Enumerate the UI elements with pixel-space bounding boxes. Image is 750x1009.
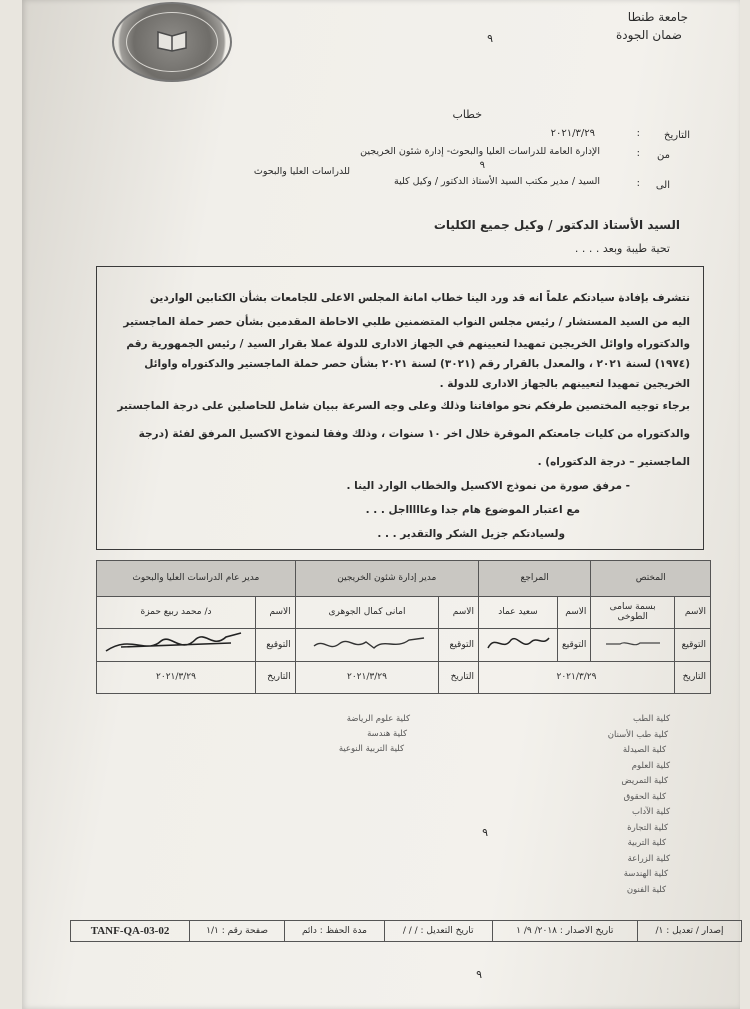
date-value: ٢٠٢١/٣/٢٩	[550, 128, 595, 139]
closing: ولسيادتكم جزيل الشكر والتقدير . . .	[377, 528, 565, 540]
sign-label: التوقيع	[674, 629, 710, 661]
from-value: الإدارة العامة للدراسات العليا والبحوث- إدارة شئون الخريجين	[360, 146, 600, 157]
role-reviewer: المراجع	[478, 561, 590, 597]
date-label: التاريخ	[439, 661, 479, 694]
memo-mark: ٩	[479, 160, 485, 171]
date-label: التاريخ	[674, 661, 710, 694]
from-label: من	[657, 150, 670, 161]
role-specialist: المختص	[591, 561, 711, 597]
importance-note: مع اعتبار الموضوع هام جدا وعاااااجل . . .	[365, 504, 580, 516]
quality-unit: ضمان الجودة	[616, 28, 682, 42]
faculty-item: كلية الآداب	[631, 807, 670, 817]
signature-grad-affairs-manager	[295, 629, 439, 661]
paragraph-1-line-4: (١٩٧٤) لسنة ٢٠٢١ ، والمعدل بالقرار رقم (٣٠٢١) لسنة ٢٠٢١ بشأن حصر حملة الماجستير والدكتوراه واوائل	[144, 358, 690, 370]
name-specialist: بسمة سامى الطوخى	[591, 596, 675, 628]
date-label: التاريخ	[664, 130, 690, 141]
faculty-item: كلية الطب	[633, 714, 670, 724]
greeting: تحية طيبة وبعد . . . .	[574, 242, 670, 255]
paragraph-1-line-2: اليه من السيد المستشار / رئيس مجلس النواب المتضمنين طلبي الاحاطة المقدمين بشأن حصر حملة الماجستير	[123, 316, 690, 328]
form-code: TANF-QA-03-02	[71, 921, 190, 942]
signature-reviewer	[478, 629, 557, 661]
faculty-item: كلية التربية	[627, 838, 666, 848]
paragraph-1-line-5: الخريجين تمهيدا لتعيينهم بالجهاز الادارى للدولة .	[439, 378, 690, 390]
signatures-table	[96, 560, 711, 694]
paragraph-2-line-3: الماجستير – درجة الدكتوراه) .	[537, 456, 690, 468]
faculty-item: كلية العلوم	[631, 760, 670, 771]
name-label: الاسم	[256, 596, 296, 628]
university-seal-icon	[112, 2, 232, 82]
name-director-general: د/ محمد ربيع حمزة	[97, 596, 256, 628]
modification-date: تاريخ التعديل : / / /	[384, 921, 492, 942]
issue-date: تاريخ الاصدار : ٢٠١٨/ ٩/ ١	[492, 921, 638, 942]
to-value: السيد / مدير مكتب السيد الأستاذ الدكتور / وكيل كلية	[393, 176, 600, 187]
attachment-note: - مرفق صورة من نموذج الاكسيل والخطاب الوارد الينا .	[346, 480, 630, 492]
name-reviewer: سعيد عماد	[478, 596, 557, 628]
faculty-item: كلية الحقوق	[623, 791, 666, 802]
faculty-item: كلية الفنون	[626, 884, 666, 895]
retention-period: مدة الحفظ : دائم	[285, 921, 385, 942]
faculty-item: كلية هندسة	[367, 729, 407, 739]
sign-label: التوقيع	[439, 629, 479, 661]
faculty-item: كلية الصيدلة	[622, 745, 666, 755]
page-number: صفحة رقم : ١/١	[190, 921, 285, 942]
faculty-item: كلية التربية النوعية	[338, 744, 404, 754]
name-grad-affairs-manager: امانى كمال الجوهرى	[295, 596, 439, 628]
faculty-item: كلية التمريض	[621, 776, 668, 786]
faculty-item: كلية التجارة	[627, 822, 668, 833]
role-grad-affairs-manager: مدير إدارة شئون الخريجين	[295, 561, 478, 597]
faculty-item: كلية طب الأسنان	[607, 729, 668, 740]
to-label: الى	[655, 180, 670, 191]
university-name: جامعة طنطا	[627, 10, 688, 24]
paragraph-2-line-2: والدكتوراه من كليات جامعتكم الموقرة خلال اخر ١٠ سنوات ، وذلك وفقا لنموذج الاكسيل المرفق لفئة (درجة	[138, 428, 690, 440]
bottom-mark: ٩	[476, 968, 482, 981]
sign-label: التوقيع	[557, 629, 590, 661]
signature-director-general	[97, 629, 256, 661]
to-value-2: للدراسات العليا والبحوث	[253, 166, 350, 177]
edition: إصدار / تعديل : ١/	[638, 921, 742, 942]
paragraph-1-line-1: نتشرف بإفادة سيادتكم علماً انه قد ورد الينا خطاب امانة المجلس الاعلى للجامعات بشأن الكتابين الواردين	[149, 292, 690, 304]
mid-mark: ٩	[482, 826, 488, 839]
paragraph-1-line-3: والدكتوراه واوائل الخريجين تمهيدا لتعيينهم في الجهاز الادارى للدولة عملا بقرار السيد / رئيس الجمهورية رقم	[126, 338, 690, 350]
addressee: السيد الأستاذ الدكتور / وكيل جميع الكليات	[433, 218, 680, 232]
faculty-item: كلية الهندسة	[623, 869, 668, 879]
document-page: جامعة طنطا ضمان الجودة ٩ خطاب التاريخ : ٢٠٢١/٣/٢٩ من : الإدارة العامة للدراسات العليا والبحوث- إدارة شئون الخريجين ٩ الى : السيد / مدير مكتب السيد الأستاذ الدكتور / وكيل كلية للدراسات العليا والبحوث السيد الأستاذ الدكتور / وكيل جميع الكليات تحية طيبة وبعد . . . . نتشرف بإفادة سيادتكم علماً انه قد ورد الينا خطاب امانة المجلس الاعلى للجامعات بشأن الكتابين الواردين اليه من السيد المستشار / رئيس مجلس النواب المتضمنين طلبي الاحاطة المقدمين بشأن حصر حملة الماجستير والدكتوراه واوائل الخريجين تمهيدا لتعيينهم في الجهاز الادارى للدولة عملا بقرار السيد / رئيس الجمهورية رقم (١٩٧٤) لسنة ٢٠٢١ ، والمعدل بالقرار رقم (٣٠٢١) لسنة ٢٠٢١ بشأن حصر حملة الماجستير والدكتوراه واوائل الخريجين تمهيدا لتعيينهم بالجهاز الادارى للدولة . برجاء توجيه المختصين طرفكم نحو موافاتنا وذلك وعلى وجه السرعة ببيان شامل للحاصلين على درجة الماجستير والدكتوراه من كليات جامعتكم الموقرة خلال اخر ١٠ سنوات ، وذلك وفقا لنموذج الاكسيل المرفق لفئة (درجة الماجستير – درجة الدكتوراه) . - مرفق صورة من نموذج الاكسيل والخطاب الوارد الينا . مع اعتبار الموضوع هام جدا وعاااااجل . . . ولسيادتكم جزيل الشكر والتقدير . . . مدير عام الدراسات العليا والبحوث مدير إدارة شئون الخريجين المراجع المختص د/ محمد ربيع حمزة الاسم امانى كمال الجوهرى الاسم سعيد عماد الاسم بسمة سامى الطوخى الاسم التوقيع التوقيع التوقيع التوقيع ٢٠٢١/٣/٢٩ التاريخ ٢٠٢١/٣/٢٩ التاريخ ٢٠٢١/٣/٢٩ التاريخ كلية الطب كلية طب الأسنان كلية الصيدلة كلية العلوم كلية التمريض كلية الحقوق كلية الآداب كلية التجارة كلية التربية كلية الزراعة كلية الهندسة كلية الفنون كلية علوم الرياضة كلية هندسة كلية التربية النوعية ٩ TANF-QA-03-02 صفحة رقم : ١/١ مدة الحفظ : دائم تاريخ التعديل : / / / تاريخ الاصدار : ٢٠١٨/ ٩/ ١ إصدار / تعديل : ١/ ٩	[22, 0, 740, 1009]
date-specialist-reviewer: ٢٠٢١/٣/٢٩	[478, 661, 674, 694]
paragraph-2-line-1: برجاء توجيه المختصين طرفكم نحو موافاتنا وذلك وعلى وجه السرعة ببيان شامل للحاصلين على درجة الماجستير	[117, 400, 690, 412]
date-grad-affairs-manager: ٢٠٢١/٣/٢٩	[295, 661, 439, 694]
form-footer	[70, 920, 742, 942]
date-director-general: ٢٠٢١/٣/٢٩	[97, 661, 256, 694]
memo-type: خطاب	[452, 108, 482, 121]
page-mark: ٩	[487, 32, 493, 45]
faculty-item: كلية علوم الرياضة	[346, 714, 410, 724]
date-label: التاريخ	[256, 661, 296, 694]
name-label: الاسم	[439, 596, 479, 628]
faculty-item: كلية الزراعة	[627, 853, 670, 864]
signature-specialist	[591, 629, 675, 661]
role-director-general: مدير عام الدراسات العليا والبحوث	[97, 561, 296, 597]
sign-label: التوقيع	[256, 629, 296, 661]
name-label: الاسم	[557, 596, 590, 628]
name-label: الاسم	[674, 596, 710, 628]
